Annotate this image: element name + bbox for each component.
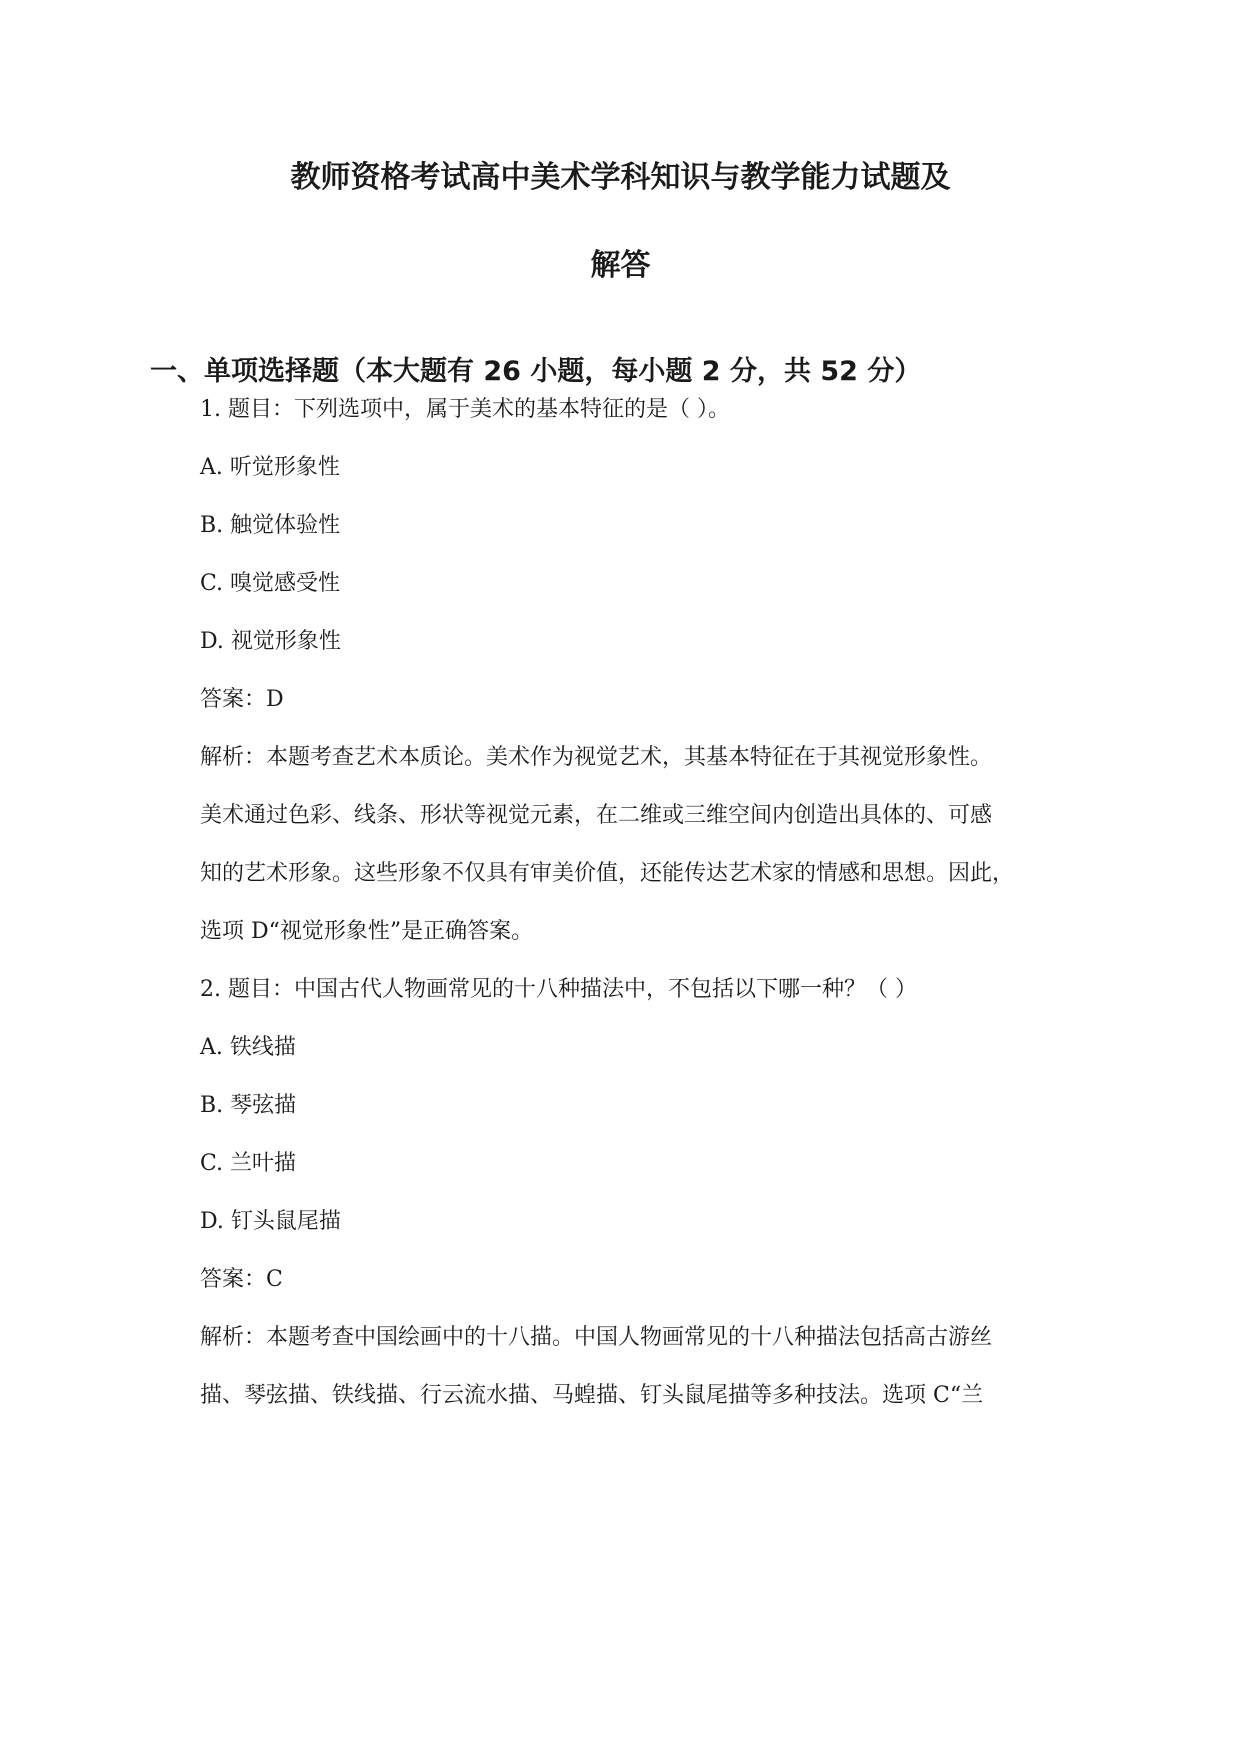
question-1-option-b: B. 触觉体验性 bbox=[200, 513, 341, 538]
question-1-analysis-line: 美术通过色彩、线条、形状等视觉元素，在二维或三维空间内创造出具体的、可感 bbox=[200, 803, 993, 828]
question-2-option-a: A. 铁线描 bbox=[200, 1035, 296, 1060]
question-2-option-d: D. 钉头鼠尾描 bbox=[200, 1209, 341, 1234]
question-2-analysis-line: 描、琴弦描、铁线描、行云流水描、马蝗描、钉头鼠尾描等多种技法。选项 C“兰 bbox=[200, 1383, 984, 1408]
question-1-option-d: D. 视觉形象性 bbox=[200, 629, 341, 654]
question-1-option-a: A. 听觉形象性 bbox=[200, 455, 340, 480]
document-title-line1: 教师资格考试高中美术学科知识与教学能力试题及 bbox=[290, 160, 951, 195]
section-heading: 一、单项选择题（本大题有 26 小题，每小题 2 分，共 52 分） bbox=[150, 356, 922, 387]
question-1-stem: 1. 题目：下列选项中，属于美术的基本特征的是（ ）。 bbox=[200, 397, 730, 422]
question-1-option-c: C. 嗅觉感受性 bbox=[200, 571, 341, 596]
question-1-analysis-line: 选项 D“视觉形象性”是正确答案。 bbox=[200, 919, 534, 944]
document-title-line2: 解答 bbox=[590, 248, 651, 283]
question-2-stem: 2. 题目：中国古代人物画常见的十八种描法中，不包括以下哪一种？（ ） bbox=[200, 977, 917, 1002]
question-2-option-b: B. 琴弦描 bbox=[200, 1093, 297, 1118]
question-2-option-c: C. 兰叶描 bbox=[200, 1151, 297, 1176]
question-2-answer: 答案：C bbox=[200, 1267, 283, 1292]
question-1-analysis-line: 知的艺术形象。这些形象不仅具有审美价值，还能传达艺术家的情感和思想。因此， bbox=[200, 861, 1015, 886]
question-2-analysis-line: 解析：本题考查中国绘画中的十八描。中国人物画常见的十八种描法包括高古游丝 bbox=[200, 1325, 993, 1350]
question-1-answer: 答案：D bbox=[200, 687, 284, 712]
question-1-analysis-line: 解析：本题考查艺术本质论。美术作为视觉艺术，其基本特征在于其视觉形象性。 bbox=[200, 745, 993, 770]
